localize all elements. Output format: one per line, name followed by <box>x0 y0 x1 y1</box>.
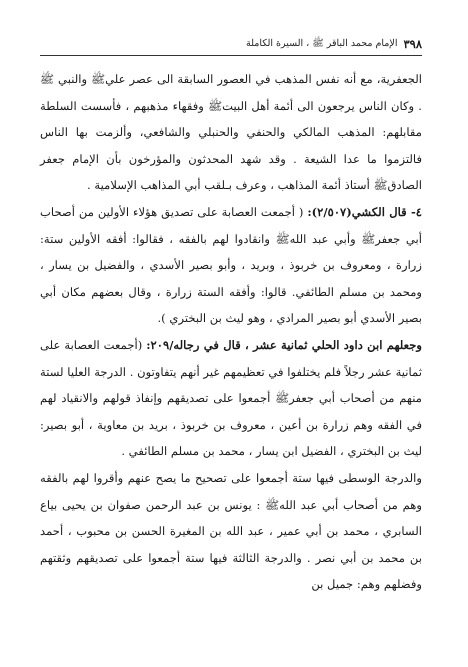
paragraph-text: (أجمعت العصابة على ثمانية عشر رجلاً فلم يختلفوا في تعظيمهم غير أنهم يتفاوتون . الدرجة العليا لستة منهم من أصحاب أبي جعفرﷺ أجمعوا على تصديقهم وإنفاذ قولهم والانقياد لهم في الفقه وهم زرارة بن أعين ، معروف بن خربوذ ، بريد بن معاوية ، أبو بصير: ليث بن البختري ، الفضيل ابن يسار ، محمد بن مسلم الطائفي . <box>40 337 422 459</box>
paragraph <box>40 66 422 199</box>
page-number: ٣٩٨ <box>403 37 422 51</box>
paragraph <box>40 332 422 465</box>
header-divider <box>40 55 422 56</box>
paragraph-lead: وجعلهم ابن داود الحلي ثمانية عشر ، قال في رجاله/٢٠٩: <box>146 337 423 352</box>
page-header <box>40 37 422 51</box>
paragraph-text: ( أجمعت العصابة على تصديق هؤلاء الأولين من أصحاب أبي جعفرﷺ وأبي عبد اللهﷺ وانقادوا لهم بالفقه ، فقالوا: أفقه الأولين ستة: زرارة ، ومعروف بن خربوذ ، وبريد ، وأبو بصير الأسدي ، والفضيل بن يسار ، ومحمد بن مسلم الطائفي. قالوا: وأفقه الستة زرارة ، وقال بعضهم مكان أبي بصير الأسدي أبو بصير المرادي ، وهو ليث بن البختري ). <box>40 204 422 326</box>
paragraph <box>40 199 422 332</box>
paragraph <box>40 465 422 598</box>
paragraph-lead: ٤- قال الكشي(٢/٥٠٧): <box>307 204 423 219</box>
paragraph-text: والدرجة الوسطى فيها ستة أجمعوا على تصحيح ما يصح عنهم وأقروا لهم بالفقه وهم من أصحاب أبي عبد اللهﷺ : يونس بن عبد الرحمن صفوان بن يحيى بياع السابري ، محمد بن أبي عمير ، عبد الله بن المغيرة الحسن بن محبوب ، أحمد بن محمد بن أبي نصر . والدرجة الثالثة فيها ستة أجمعوا على تصديقهم وثقتهم وفضلهم وهم: جميل بن <box>40 470 422 592</box>
page-body <box>40 66 422 598</box>
paragraph-text: الجعفرية، مع أنه نفس المذهب في العصور السابقة الى عصر عليﷺ والنبي ﷺ . وكان الناس يرجعون الى أئمة أهل البيتﷺ وفقهاء مذهبهم ، فأسست السلطة مقابلهم: المذهب المالكي والحنفي والحنبلي والشافعي، وألزمت بها الناس فالتزموا ما عدا الشيعة . وقد شهد المحدثون والمؤرخون بأن الإمام جعفر الصادقﷺ أستاذ أئمة المذاهب ، وعرف بـلقب أبي المذاهب الإسلامية . <box>40 72 422 193</box>
running-title: الإمام محمد الباقر ﷺ ، السيرة الكاملة <box>246 38 398 49</box>
